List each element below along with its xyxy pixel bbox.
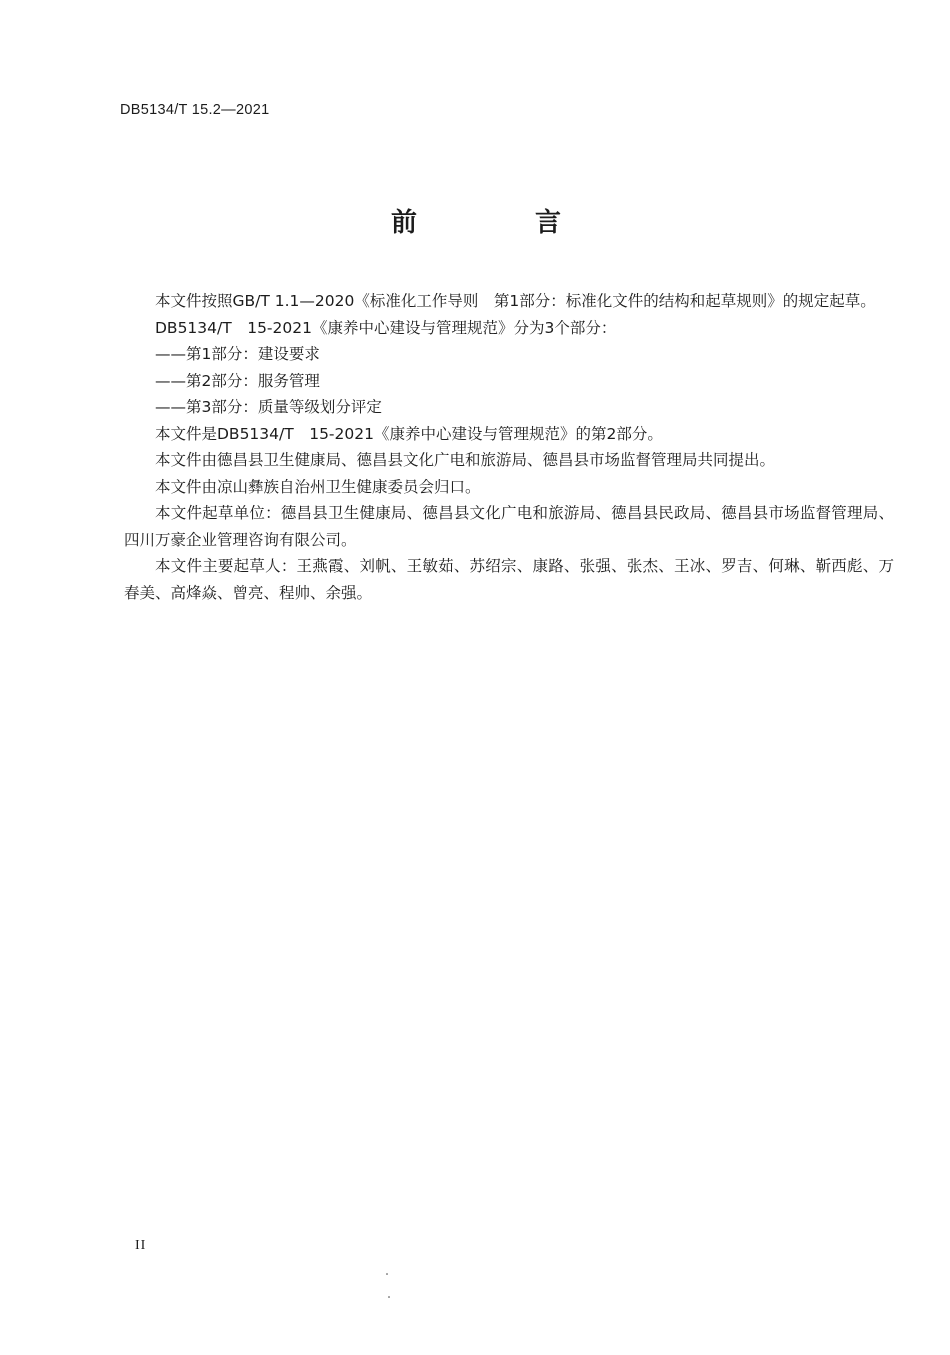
- scan-speck: [388, 1296, 390, 1298]
- foreword-body: [124, 288, 894, 606]
- list-item-part-1: ——第1部分：建设要求: [155, 345, 320, 363]
- paragraph-centralized-by: 本文件由凉山彝族自治州卫生健康委员会归口。: [155, 477, 481, 496]
- paragraph-drafting-rules: 本文件按照GB/T 1.1—2020《标准化工作导则 第1部分：标准化文件的结构和起草规则》的规定起草。: [155, 292, 876, 310]
- list-item-part-2: ——第2部分：服务管理: [155, 371, 320, 390]
- paragraph-proposed-by: 本文件由德昌县卫生健康局、德昌县文化广电和旅游局、德昌县市场监督管理局共同提出。: [155, 451, 776, 469]
- paragraph-drafting-units: 本文件起草单位：德昌县卫生健康局、德昌县文化广电和旅游局、德昌县民政局、德昌县市场监督管理局、四川万豪企业管理咨询有限公司。: [124, 504, 894, 549]
- page-title: 前 言: [390, 208, 607, 238]
- paragraph-parts-intro: DB5134/T 15-2021《康养中心建设与管理规范》分为3个部分：: [155, 318, 617, 337]
- scan-speck: [386, 1273, 388, 1275]
- page-number: II: [135, 1238, 147, 1253]
- paragraph-this-part: 本文件是DB5134/T 15-2021《康养中心建设与管理规范》的第2部分。: [155, 424, 663, 443]
- document-code: DB5134/T 15.2—2021: [120, 102, 270, 118]
- paragraph-drafters: 本文件主要起草人：王燕霞、刘帆、王敏茹、苏绍宗、康路、张强、张杰、王冰、罗吉、何琳、靳西彪、万春美、高烽焱、曾亮、程帅、余强。: [124, 557, 894, 602]
- list-item-part-3: ——第3部分：质量等级划分评定: [155, 398, 382, 416]
